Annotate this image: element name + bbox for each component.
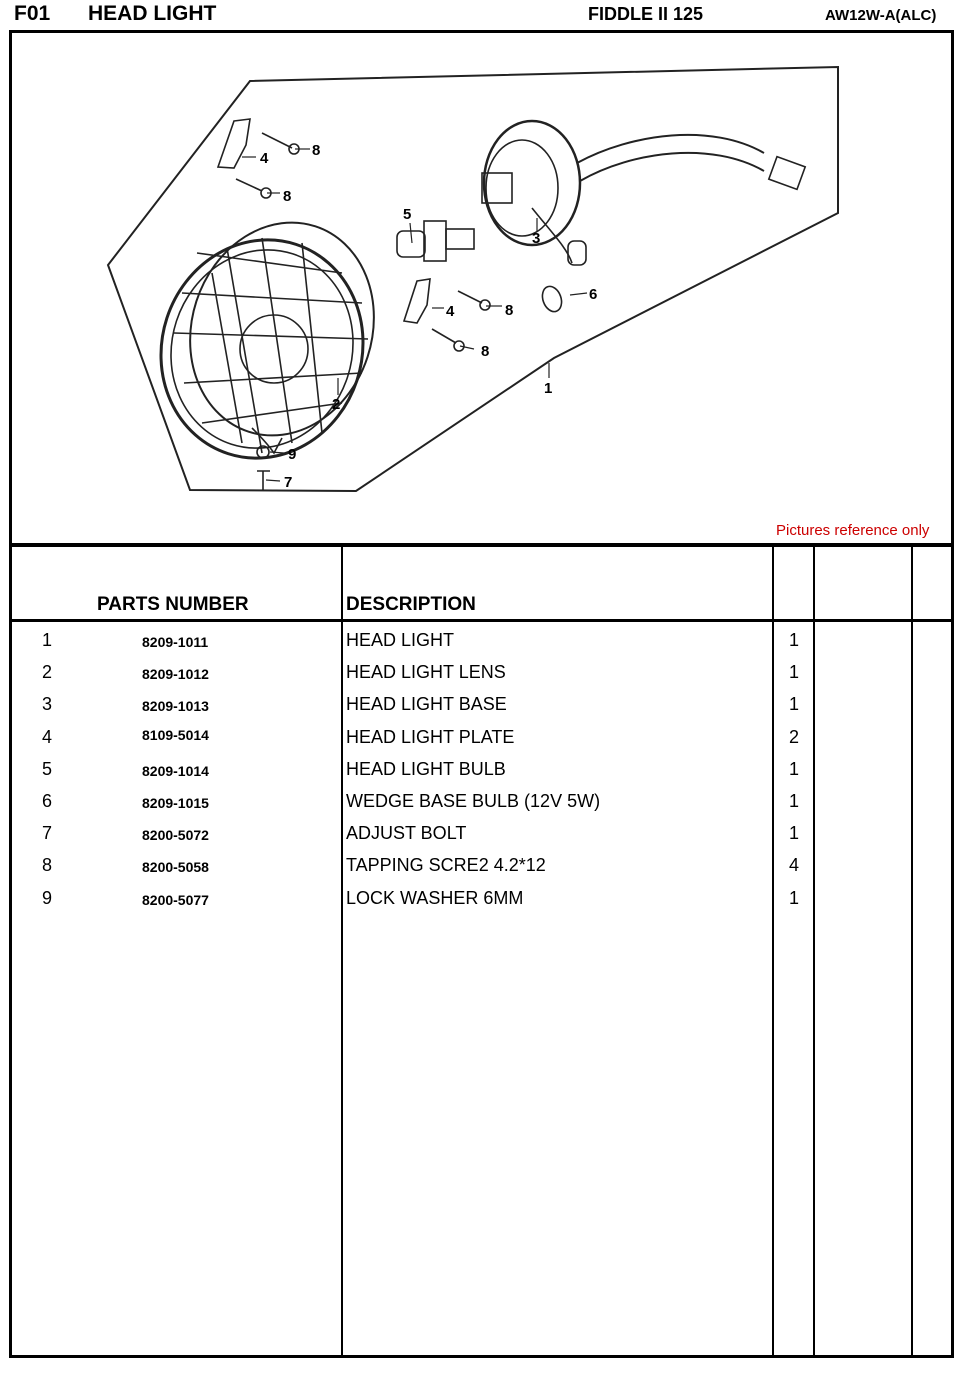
exploded-diagram bbox=[12, 33, 951, 543]
column-header-description: DESCRIPTION bbox=[346, 594, 476, 615]
callout-7: 7 bbox=[284, 474, 293, 491]
part-quantity: 1 bbox=[789, 888, 800, 908]
row-index: 4 bbox=[42, 727, 53, 747]
part-quantity: 1 bbox=[789, 759, 800, 779]
callout-4: 4 bbox=[260, 150, 269, 167]
part-description: HEAD LIGHT LENS bbox=[346, 662, 506, 682]
head-light-base bbox=[482, 121, 805, 265]
table-row bbox=[9, 855, 954, 887]
callout-8: 8 bbox=[481, 343, 490, 360]
part-description: HEAD LIGHT BASE bbox=[346, 694, 507, 714]
column-divider bbox=[951, 547, 953, 619]
head-light-plate-upper bbox=[218, 119, 250, 168]
callout-5: 5 bbox=[403, 206, 412, 223]
reference-note: Pictures reference only bbox=[776, 522, 930, 539]
row-index: 3 bbox=[42, 694, 53, 714]
part-number: 8200-5077 bbox=[142, 892, 209, 908]
row-index: 6 bbox=[42, 791, 53, 811]
part-number: 8200-5058 bbox=[142, 859, 209, 875]
callout-3: 3 bbox=[532, 230, 541, 247]
table-row bbox=[9, 630, 954, 662]
wedge-base-bulb bbox=[539, 284, 565, 315]
part-description: ADJUST BOLT bbox=[346, 823, 467, 843]
part-description: TAPPING SCRE2 4.2*12 bbox=[346, 855, 546, 875]
part-number: 8209-1011 bbox=[142, 634, 209, 650]
part-description: HEAD LIGHT BULB bbox=[346, 759, 506, 779]
part-number: 8209-1014 bbox=[142, 763, 209, 779]
part-quantity: 1 bbox=[789, 694, 800, 714]
table-row bbox=[9, 791, 954, 823]
callout-4: 4 bbox=[446, 303, 455, 320]
callout-8: 8 bbox=[283, 188, 292, 205]
table-row bbox=[9, 823, 954, 855]
table-row bbox=[9, 759, 954, 791]
model-code: AW12W-A(ALC) bbox=[825, 7, 937, 24]
row-index: 2 bbox=[42, 662, 53, 682]
row-index: 1 bbox=[42, 630, 53, 650]
head-light-bulb bbox=[397, 221, 474, 261]
head-light-plate-lower bbox=[404, 279, 430, 323]
table-row bbox=[9, 727, 954, 759]
table-row bbox=[9, 694, 954, 726]
row-index: 5 bbox=[42, 759, 53, 779]
part-quantity: 1 bbox=[789, 662, 800, 682]
model-name: FIDDLE II 125 bbox=[588, 4, 704, 24]
section-code: F01 bbox=[14, 2, 51, 25]
part-description: LOCK WASHER 6MM bbox=[346, 888, 524, 908]
callout-8: 8 bbox=[505, 302, 514, 319]
table-row bbox=[9, 662, 954, 694]
part-quantity: 1 bbox=[789, 791, 800, 811]
part-quantity: 1 bbox=[789, 630, 800, 650]
table-row bbox=[9, 888, 954, 920]
callout-2: 2 bbox=[332, 396, 341, 413]
adjust-bolt bbox=[257, 471, 270, 491]
part-number: 8109-5014 bbox=[142, 727, 209, 743]
section-title: HEAD LIGHT bbox=[88, 2, 217, 25]
assembly-outline bbox=[108, 67, 838, 491]
part-number: 8200-5072 bbox=[142, 827, 209, 843]
row-index: 7 bbox=[42, 823, 53, 843]
part-number: 8209-1012 bbox=[142, 666, 209, 682]
part-number: 8209-1015 bbox=[142, 795, 209, 811]
callout-6: 6 bbox=[589, 286, 598, 303]
column-header-parts-number: PARTS NUMBER bbox=[97, 594, 249, 615]
callout-1: 1 bbox=[544, 380, 553, 397]
callout-9: 9 bbox=[288, 446, 297, 463]
part-description: HEAD LIGHT PLATE bbox=[346, 727, 515, 747]
part-quantity: 1 bbox=[789, 823, 800, 843]
part-description: HEAD LIGHT bbox=[346, 630, 455, 650]
row-index: 8 bbox=[42, 855, 53, 875]
part-quantity: 4 bbox=[789, 855, 800, 875]
row-index: 9 bbox=[42, 888, 53, 908]
callout-8: 8 bbox=[312, 142, 321, 159]
part-quantity: 2 bbox=[789, 727, 800, 747]
part-number: 8209-1013 bbox=[142, 698, 209, 714]
part-description: WEDGE BASE BULB (12V 5W) bbox=[346, 791, 601, 811]
